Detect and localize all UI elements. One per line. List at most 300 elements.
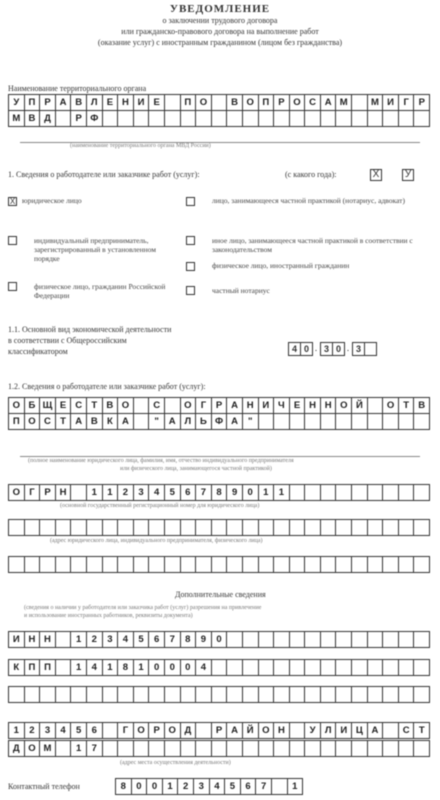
char-cell [352, 557, 368, 572]
char-cell [321, 485, 337, 500]
char-cell [321, 660, 337, 675]
char-cell: П [40, 660, 56, 675]
char-cell [321, 632, 337, 647]
char-cell: 3 [194, 779, 210, 794]
char-cell: 6 [241, 779, 257, 794]
char-cell: О [290, 95, 306, 110]
char-cell [87, 557, 103, 572]
employer-name-row-2[interactable] [8, 413, 430, 430]
char-cell: 5 [225, 779, 241, 794]
char-cell [87, 687, 103, 702]
char-cell [134, 398, 150, 413]
char-cell: Г [399, 95, 415, 110]
char-cell [321, 557, 337, 572]
char-cell [414, 632, 430, 647]
okved-dot: . [314, 343, 318, 353]
char-cell [71, 520, 87, 535]
okved-digit: 0 [332, 342, 345, 356]
checkbox-other-practice[interactable] [186, 236, 195, 245]
char-cell [181, 111, 197, 126]
char-cell [383, 741, 399, 756]
char-cell [352, 414, 368, 429]
checkbox-legal-entity-label: юридическое лицо [22, 196, 82, 205]
checkbox-notary[interactable] [186, 286, 195, 295]
char-cell: Р [149, 723, 165, 738]
char-cell [196, 723, 212, 738]
okved-dot: . [346, 343, 350, 353]
char-cell: 0 [132, 779, 148, 794]
char-cell [212, 520, 228, 535]
char-cell: И [134, 95, 150, 110]
ogrn-caption: (основной государственный регистрационный номер для юридического лица) [60, 503, 260, 509]
char-cell [399, 111, 415, 126]
char-cell: У [305, 723, 321, 738]
char-cell: В [227, 95, 243, 110]
char-cell [305, 414, 321, 429]
work-address-row-1[interactable] [8, 722, 430, 739]
char-cell [165, 741, 181, 756]
char-cell: 8 [116, 779, 132, 794]
char-cell: И [9, 632, 25, 647]
char-cell [165, 111, 181, 126]
checkbox-physical-person-label: физическое лицо, гражданин Российской Федерации [34, 282, 166, 300]
char-cell [134, 414, 150, 429]
char-cell [227, 687, 243, 702]
char-cell [103, 557, 119, 572]
char-cell [274, 660, 290, 675]
char-cell [134, 520, 150, 535]
section-1-title: 1. Сведения о работодателе или заказчике работ (услуг): [8, 170, 200, 179]
char-cell: Л [181, 414, 197, 429]
char-cell: 1 [134, 660, 150, 675]
char-cell [196, 520, 212, 535]
char-cell: Н [243, 398, 259, 413]
char-cell [321, 741, 337, 756]
char-cell [290, 485, 306, 500]
char-cell [336, 687, 352, 702]
form-subtitle-line-1: о заключении трудового договора [162, 16, 278, 25]
char-cell: А [56, 95, 72, 110]
char-cell [259, 557, 275, 572]
checkbox-physical-person[interactable] [8, 282, 17, 291]
employer-address-row-1[interactable] [8, 519, 430, 536]
char-cell [383, 723, 399, 738]
okved-digit: 3 [352, 342, 365, 356]
section-1-1-line-3: классификатором [8, 347, 68, 356]
char-cell: 4 [118, 632, 134, 647]
char-cell: 1 [103, 660, 119, 675]
char-cell [383, 632, 399, 647]
char-cell: В [87, 414, 103, 429]
char-cell: 7 [87, 741, 103, 756]
char-cell [272, 779, 288, 794]
char-cell [368, 687, 384, 702]
char-cell [290, 687, 306, 702]
char-cell: Й [243, 723, 259, 738]
char-cell [243, 520, 259, 535]
char-cell [305, 485, 321, 500]
char-cell: О [243, 95, 259, 110]
char-cell [368, 414, 384, 429]
section-1-mark-1[interactable]: X [370, 169, 382, 181]
char-cell [383, 687, 399, 702]
inn-row[interactable] [8, 631, 430, 648]
char-cell [383, 557, 399, 572]
char-cell: С [71, 398, 87, 413]
char-cell [321, 687, 337, 702]
char-cell: 1 [288, 779, 304, 794]
char-cell: 4 [149, 485, 165, 500]
char-cell: В [414, 398, 430, 413]
address-caption: (адрес юридического лица, индивидуального предпринимателя, физического лица) [50, 538, 263, 544]
char-cell [103, 687, 119, 702]
char-cell [181, 687, 197, 702]
char-cell [40, 687, 56, 702]
char-cell: 1 [9, 723, 25, 738]
char-cell: Л [321, 723, 337, 738]
char-cell: О [259, 723, 275, 738]
char-cell: О [25, 741, 41, 756]
char-cell [71, 557, 87, 572]
char-cell: " [149, 414, 165, 429]
char-cell: Н [25, 632, 41, 647]
char-cell: Е [103, 95, 119, 110]
char-cell [134, 111, 150, 126]
char-cell: 3 [40, 723, 56, 738]
char-cell: П [259, 95, 275, 110]
char-cell: Д [181, 723, 197, 738]
char-cell [274, 687, 290, 702]
char-cell: 1 [103, 485, 119, 500]
char-cell [56, 660, 72, 675]
char-cell [352, 520, 368, 535]
char-cell [25, 520, 41, 535]
char-cell [336, 520, 352, 535]
char-cell [212, 557, 228, 572]
char-cell [103, 723, 119, 738]
char-cell: А [165, 414, 181, 429]
char-cell: 3 [134, 485, 150, 500]
checkbox-foreign-person-label: физическое лицо, иностранный гражданин [212, 261, 350, 270]
char-cell: С [149, 398, 165, 413]
checkbox-individual-entrepreneur[interactable] [8, 236, 17, 245]
char-cell: 8 [118, 660, 134, 675]
char-cell [274, 414, 290, 429]
recipient-row-2[interactable] [8, 110, 430, 127]
char-cell: 6 [149, 632, 165, 647]
char-cell: 5 [134, 632, 150, 647]
char-cell [414, 660, 430, 675]
ogrn-row[interactable] [8, 484, 430, 501]
char-cell: 2 [25, 723, 41, 738]
char-cell [227, 632, 243, 647]
char-cell [134, 687, 150, 702]
okved-digit: 0 [300, 342, 313, 356]
char-cell [212, 111, 228, 126]
char-cell: Щ [40, 398, 56, 413]
char-cell [9, 520, 25, 535]
char-cell [336, 741, 352, 756]
char-cell: И [383, 95, 399, 110]
additional-text-2: и использование иностранных работников, реквизиты документа) [24, 613, 193, 619]
char-cell [321, 414, 337, 429]
char-cell: Д [40, 111, 56, 126]
char-cell [368, 520, 384, 535]
char-cell [383, 414, 399, 429]
char-cell: О [165, 723, 181, 738]
char-cell [399, 741, 415, 756]
char-cell: 1 [274, 485, 290, 500]
char-cell [399, 485, 415, 500]
char-cell [149, 520, 165, 535]
work-address-row-2[interactable] [8, 740, 430, 757]
checkbox-individual-entrepreneur-label: индивидуальный предприниматель, зарегистрированный в установленном порядке [34, 236, 156, 263]
char-cell: М [368, 95, 384, 110]
char-cell [290, 723, 306, 738]
form-subtitle-line-2: или гражданско-правового договора на выполнение работ [121, 27, 319, 36]
char-cell: 0 [147, 779, 163, 794]
char-cell [274, 520, 290, 535]
char-cell: Н [40, 632, 56, 647]
char-cell [56, 111, 72, 126]
phone-row[interactable] [115, 778, 303, 795]
checkbox-legal-entity[interactable]: X [9, 197, 16, 206]
char-cell: Ф [212, 414, 228, 429]
additional-title: Дополнительные сведения [175, 590, 266, 599]
char-cell [134, 741, 150, 756]
char-cell: А [227, 723, 243, 738]
char-cell [305, 632, 321, 647]
char-cell [71, 485, 87, 500]
char-cell [368, 485, 384, 500]
char-cell: 0 [149, 660, 165, 675]
okved-digit [364, 342, 377, 356]
char-cell: 1 [163, 779, 179, 794]
char-cell [118, 741, 134, 756]
char-cell [305, 557, 321, 572]
char-cell [368, 398, 384, 413]
char-cell: Е [290, 398, 306, 413]
char-cell [40, 520, 56, 535]
char-cell [274, 741, 290, 756]
section-1-mark-2[interactable]: У [402, 169, 414, 181]
char-cell [399, 660, 415, 675]
char-cell: 9 [227, 485, 243, 500]
char-cell [118, 520, 134, 535]
char-cell: П [181, 95, 197, 110]
checkbox-private-practice[interactable] [186, 197, 195, 206]
char-cell: Р [40, 485, 56, 500]
section-1-2-title: 1.2. Сведения о работодателе или заказчике работ (услуг): [8, 382, 206, 391]
char-cell: 8 [212, 485, 228, 500]
char-cell: 1 [259, 485, 275, 500]
char-cell: 7 [165, 632, 181, 647]
char-cell: О [25, 414, 41, 429]
char-cell [352, 741, 368, 756]
char-cell: М [336, 95, 352, 110]
char-cell [227, 741, 243, 756]
char-cell [414, 557, 430, 572]
char-cell [165, 687, 181, 702]
char-cell: О [9, 485, 25, 500]
char-cell: 5 [71, 723, 87, 738]
char-cell [243, 111, 259, 126]
employer-caption-1: (полное наименование юридического лица, фамилия, имя, отчество индивидуального предпринимателя [28, 458, 294, 464]
char-cell: Л [87, 95, 103, 110]
char-cell: 1 [71, 660, 87, 675]
char-cell: 0 [243, 485, 259, 500]
char-cell: Н [56, 485, 72, 500]
char-cell [399, 520, 415, 535]
char-cell [149, 741, 165, 756]
char-cell: Т [399, 398, 415, 413]
char-cell [352, 111, 368, 126]
char-cell [399, 414, 415, 429]
char-cell [227, 111, 243, 126]
char-cell [56, 557, 72, 572]
char-cell: 1 [71, 632, 87, 647]
checkbox-other-practice-label: иное лицо, занимающееся частной практикой в соответствии с законодательством [212, 236, 413, 254]
char-cell: П [9, 414, 25, 429]
char-cell [305, 111, 321, 126]
char-cell [40, 557, 56, 572]
char-cell [103, 741, 119, 756]
checkbox-notary-label: частный нотариус [212, 286, 270, 295]
char-cell: А [227, 398, 243, 413]
char-cell: Н [321, 398, 337, 413]
char-cell [383, 485, 399, 500]
phone-label: Контактный телефон [8, 782, 80, 791]
char-cell [305, 660, 321, 675]
char-cell: Й [352, 398, 368, 413]
char-cell [212, 95, 228, 110]
char-cell [212, 660, 228, 675]
char-cell [336, 485, 352, 500]
char-cell [336, 557, 352, 572]
char-cell: С [305, 95, 321, 110]
char-cell [196, 111, 212, 126]
char-cell: В [71, 95, 87, 110]
okved-code[interactable] [288, 342, 376, 356]
char-cell: 3 [103, 632, 119, 647]
char-cell: 8 [181, 632, 197, 647]
char-cell [383, 111, 399, 126]
char-cell [414, 485, 430, 500]
char-cell: 5 [165, 485, 181, 500]
char-cell: 6 [181, 485, 197, 500]
char-cell: А [321, 95, 337, 110]
char-cell: Ь [196, 414, 212, 429]
okved-digit: 3 [320, 342, 333, 356]
char-cell: 4 [210, 779, 226, 794]
char-cell: О [181, 398, 197, 413]
char-cell: " [243, 414, 259, 429]
char-cell [259, 741, 275, 756]
char-cell: Н [305, 398, 321, 413]
char-cell: Т [56, 414, 72, 429]
char-cell [243, 660, 259, 675]
char-cell [259, 632, 275, 647]
char-cell [414, 111, 430, 126]
char-cell: П [25, 95, 41, 110]
additional-text-1: (сведения о наличии у работодателя или заказчика работ (услуг) разрешения на привлечение [24, 605, 262, 611]
checkbox-foreign-person[interactable] [186, 262, 195, 271]
char-cell: 4 [196, 660, 212, 675]
employer-name-row-1[interactable] [8, 397, 430, 414]
char-cell [399, 687, 415, 702]
employer-address-row-2[interactable] [8, 556, 430, 573]
char-cell [118, 557, 134, 572]
char-cell [243, 557, 259, 572]
char-cell [243, 632, 259, 647]
char-cell: Ч [274, 398, 290, 413]
char-cell [259, 414, 275, 429]
char-cell: И [336, 723, 352, 738]
char-cell [71, 687, 87, 702]
char-cell [243, 741, 259, 756]
char-cell [336, 660, 352, 675]
char-cell [212, 687, 228, 702]
char-cell: Р [212, 398, 228, 413]
char-cell: 2 [87, 632, 103, 647]
char-cell: Р [71, 111, 87, 126]
char-cell: 2 [178, 779, 194, 794]
employer-caption-2: или физического лица, занимающегося частной практикой) [120, 466, 272, 472]
char-cell [56, 520, 72, 535]
char-cell [352, 660, 368, 675]
char-cell [259, 111, 275, 126]
char-cell: А [227, 414, 243, 429]
char-cell: Ц [352, 723, 368, 738]
char-cell [212, 741, 228, 756]
char-cell: Г [118, 723, 134, 738]
char-cell [290, 520, 306, 535]
char-cell [368, 111, 384, 126]
char-cell [414, 687, 430, 702]
char-cell: 0 [212, 632, 228, 647]
char-cell [383, 520, 399, 535]
char-cell [165, 557, 181, 572]
char-cell [336, 632, 352, 647]
char-cell: О [196, 95, 212, 110]
char-cell [227, 520, 243, 535]
char-cell [259, 687, 275, 702]
char-cell: Б [25, 398, 41, 413]
char-cell [352, 632, 368, 647]
char-cell: 1 [71, 741, 87, 756]
char-cell: Г [25, 485, 41, 500]
char-cell: 2 [118, 485, 134, 500]
char-cell: И [259, 398, 275, 413]
char-cell: Г [196, 398, 212, 413]
recipient-row-1[interactable] [8, 94, 430, 111]
char-cell: А [118, 414, 134, 429]
char-cell [165, 95, 181, 110]
char-cell [118, 687, 134, 702]
empty-row[interactable] [8, 686, 430, 703]
section-1-year-prefix: (с какого года): [285, 170, 337, 179]
kpp-row[interactable] [8, 659, 430, 676]
char-cell [274, 557, 290, 572]
char-cell [383, 660, 399, 675]
checkbox-private-practice-label: лицо, занимающееся частной практикой (нотариус, адвокат) [212, 196, 405, 205]
char-cell: 7 [256, 779, 272, 794]
char-cell [290, 414, 306, 429]
char-cell: К [9, 660, 25, 675]
char-cell: О [336, 398, 352, 413]
char-cell [259, 660, 275, 675]
form-subtitle-line-3: (оказание услуг) с иностранным гражданином (лицом без гражданства) [97, 38, 343, 47]
